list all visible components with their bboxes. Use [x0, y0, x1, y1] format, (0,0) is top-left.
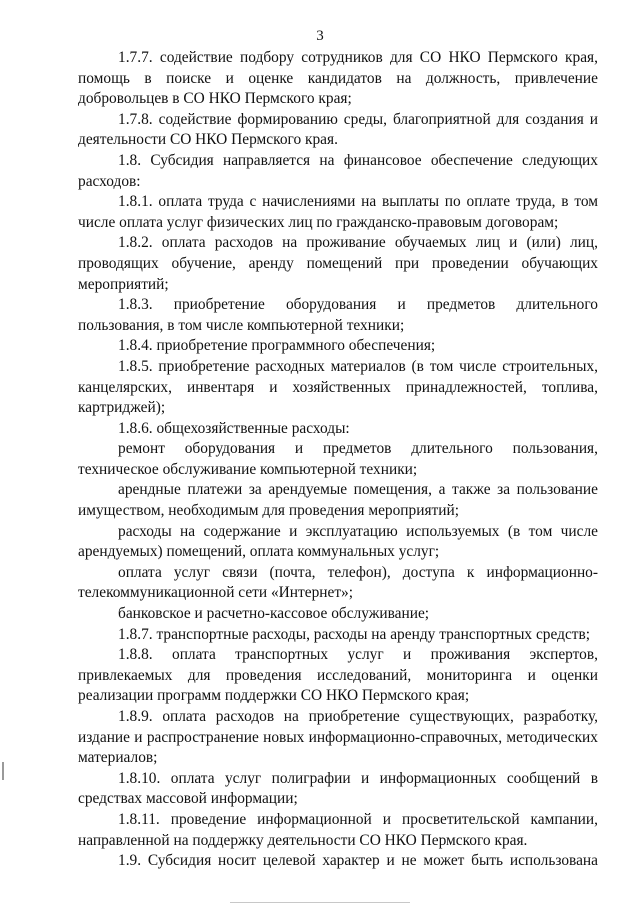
- paragraph-1-8-10: 1.8.10. оплата услуг полиграфии и информационных сообщений в средствах массовой информации;: [78, 769, 598, 808]
- paragraph-communication-services: оплата услуг связи (почта, телефон), доступа к информационно-телекоммуникационной сети «Интернет»;: [78, 563, 598, 602]
- paragraph-1-8-3: 1.8.3. приобретение оборудования и предметов длительного пользования, в том числе компьютерной техники;: [78, 296, 598, 334]
- paragraph-1-8-8: 1.8.8. оплата транспортных услуг и проживания экспертов, привлекаемых для проведения исследований, мониторинга и оценки реализации программ поддержки СО НКО Пермского края;: [78, 646, 598, 705]
- paragraph-1-8-1: 1.8.1. оплата труда с начислениями на выплаты по оплате труда, в том числе оплата услуг физических лиц по гражданско-правовым договорам;: [78, 193, 598, 231]
- paragraph-1-8-11: 1.8.11. проведение информационной и просветительской кампании, направленной на поддержку деятельности СО НКО Пермского края.: [78, 810, 598, 849]
- paragraph-1-9: 1.9. Субсидия носит целевой характер и не может быть использована: [118, 852, 598, 870]
- paragraph-rent-payments: арендные платежи за арендуемые помещения, а также за пользование имуществом, необходимым для проведения мероприятий;: [78, 481, 598, 520]
- paragraph-1-8-9: 1.8.9. оплата расходов на приобретение существующих, разработку, издание и распространение новых информационно-справочных, методических материалов;: [78, 708, 598, 767]
- paragraph-1-8-2: 1.8.2. оплата расходов на проживание обучаемых лиц и (или) лиц, проводящих обучение, аренду помещений при проведении обучающих мероприятий;: [78, 234, 598, 293]
- paragraph-equipment-repair: ремонт оборудования и предметов длительного пользования, техническое обслуживание компьютерной техники;: [78, 440, 598, 478]
- paragraph-1-8: 1.8. Субсидия направляется на финансовое обеспечение следующих расходов:: [78, 151, 598, 190]
- paragraph-banking-services: банковское и расчетно-кассовое обслуживание;: [118, 605, 430, 623]
- paragraph-premises-maintenance: расходы на содержание и эксплуатацию используемых (в том числе арендуемых) помещений, оплата коммунальных услуг;: [78, 522, 598, 561]
- paragraph-1-8-5: 1.8.5. приобретение расходных материалов (в том числе строительных, канцелярских, инвентаря и хозяйственных принадлежностей, топлива, картриджей);: [78, 357, 598, 417]
- paragraph-1-8-7: 1.8.7. транспортные расходы, расходы на аренду транспортных средств;: [118, 625, 591, 643]
- paragraph-1-7-8: 1.7.8. содействие формированию среды, благоприятной для создания и деятельности СО НКО Пермского края.: [78, 110, 598, 149]
- paragraph-1-7-7: 1.7.7. содействие подбору сотрудников для СО НКО Пермского края, помощь в поиске и оценке кандидатов на должность, привлечение добровольцев в СО НКО Пермского края;: [78, 49, 598, 108]
- paragraph-1-8-4: 1.8.4. приобретение программного обеспечения;: [118, 337, 436, 355]
- paragraph-1-8-6: 1.8.6. общехозяйственные расходы:: [118, 419, 350, 437]
- scan-bottom-mark: [230, 902, 410, 903]
- document-body: [78, 48, 598, 872]
- page-number: 3: [316, 28, 324, 44]
- scan-edge-mark: [2, 762, 4, 780]
